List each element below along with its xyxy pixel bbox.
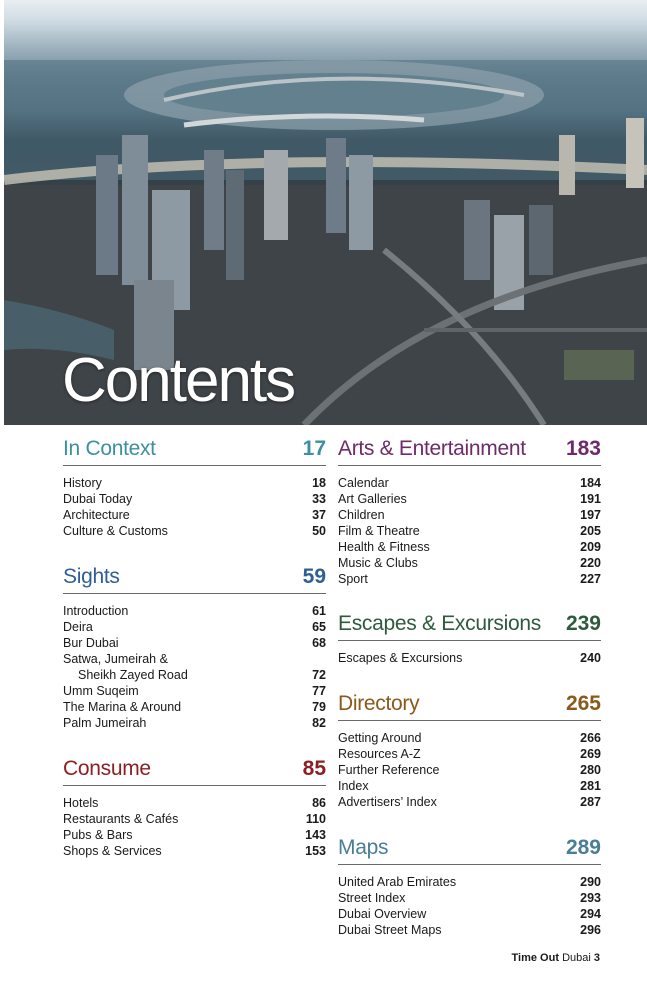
section-maps [338, 834, 601, 938]
entry-page: 294 [580, 907, 601, 921]
entry-label: Dubai Street Maps [338, 923, 442, 937]
toc-entry[interactable] [63, 523, 326, 539]
entry-label: Calendar [338, 476, 389, 490]
entry-page: 191 [580, 492, 601, 506]
entry-label: Hotels [63, 796, 99, 810]
entry-label: Restaurants & Cafés [63, 812, 179, 826]
entry-page: 68 [312, 636, 326, 650]
page-footer [512, 952, 600, 964]
toc-entry[interactable] [338, 730, 601, 746]
entry-page: 82 [312, 716, 326, 730]
entry-label: Dubai Today [63, 492, 133, 506]
toc-entry[interactable] [63, 507, 326, 523]
section-title: Maps [338, 836, 389, 859]
entry-page: 287 [580, 795, 601, 809]
section-title: Arts & Entertainment [338, 437, 526, 460]
entry-page: 65 [312, 620, 326, 634]
entry-page: 61 [312, 604, 326, 618]
section-arts-entertainment [338, 435, 601, 587]
toc-entry[interactable] [63, 635, 326, 651]
entry-label: Culture & Customs [63, 524, 168, 538]
entry-label: Health & Fitness [338, 540, 430, 554]
section-header [63, 563, 326, 594]
toc-entry[interactable] [63, 683, 326, 699]
entry-page: 77 [312, 684, 326, 698]
entry-label: Street Index [338, 891, 406, 905]
entry-page: 86 [312, 796, 326, 810]
toc-entry[interactable] [63, 843, 326, 859]
toc-entry[interactable] [63, 699, 326, 715]
entry-page: 269 [580, 747, 601, 761]
section-sights [63, 563, 326, 731]
entry-label: Resources A-Z [338, 747, 421, 761]
entry-label: The Marina & Around [63, 700, 182, 714]
section-in-context [63, 435, 326, 539]
toc-entry[interactable] [338, 746, 601, 762]
entry-label: Bur Dubai [63, 636, 119, 650]
entry-page: 290 [580, 875, 601, 889]
entry-page: 293 [580, 891, 601, 905]
toc-entry[interactable] [338, 650, 601, 666]
toc-entry[interactable] [338, 874, 601, 890]
entry-label: Getting Around [338, 731, 422, 745]
entry-label: Deira [63, 620, 93, 634]
footer-brand: Time Out [511, 952, 559, 964]
toc-entry[interactable] [338, 539, 601, 555]
entry-label: Introduction [63, 604, 129, 618]
entry-page: 197 [580, 508, 601, 522]
section-title: Escapes & Excursions [338, 612, 541, 635]
entry-page: 209 [580, 540, 601, 554]
entry-label: Index [338, 779, 369, 793]
toc-entry[interactable] [338, 555, 601, 571]
entry-page: 18 [312, 476, 326, 490]
entry-label: Film & Theatre [338, 524, 420, 538]
footer-page-number: 3 [593, 952, 600, 964]
entry-page: 143 [305, 828, 326, 842]
entry-page: 72 [312, 668, 326, 682]
section-page: 59 [302, 565, 326, 588]
section-escapes-excursions [338, 610, 601, 666]
entry-label: United Arab Emirates [338, 875, 457, 889]
entry-page: 280 [580, 763, 601, 777]
entry-label: Sport [338, 572, 368, 586]
entry-page: 50 [312, 524, 326, 538]
section-page: 85 [302, 757, 326, 780]
toc-entry[interactable] [63, 619, 326, 635]
entry-page: 37 [312, 508, 326, 522]
toc-entry[interactable] [338, 507, 601, 523]
entry-page: 296 [580, 923, 601, 937]
toc-entry[interactable] [63, 811, 326, 827]
toc-entry[interactable] [338, 890, 601, 906]
entry-page: 227 [580, 572, 601, 586]
section-directory [338, 690, 601, 810]
section-title: Consume [63, 757, 151, 780]
toc-entry[interactable] [63, 475, 326, 491]
section-header [338, 690, 601, 721]
entry-label: Children [338, 508, 385, 522]
toc-entry[interactable] [338, 794, 601, 810]
section-title: In Context [63, 437, 156, 460]
toc-entry[interactable] [338, 475, 601, 491]
toc-entry[interactable] [63, 651, 326, 667]
entry-label: Art Galleries [338, 492, 407, 506]
toc-entry[interactable] [63, 603, 326, 619]
entry-label: Sheikh Zayed Road [78, 668, 188, 682]
section-header [338, 435, 601, 466]
section-title: Sights [63, 565, 120, 588]
section-page: 265 [565, 692, 601, 715]
entry-label: Pubs & Bars [63, 828, 133, 842]
entry-label: Shops & Services [63, 844, 162, 858]
entry-page: 266 [580, 731, 601, 745]
entry-label: Architecture [63, 508, 130, 522]
toc-entry[interactable] [338, 762, 601, 778]
entry-label: Palm Jumeirah [63, 716, 147, 730]
section-title: Directory [338, 692, 420, 715]
entry-label: Music & Clubs [338, 556, 418, 570]
toc-entry[interactable] [338, 491, 601, 507]
entry-page: 205 [580, 524, 601, 538]
section-page: 17 [302, 437, 326, 460]
entry-label: Satwa, Jumeirah & [63, 652, 168, 666]
toc-entry[interactable] [338, 906, 601, 922]
entry-label: Umm Suqeim [63, 684, 139, 698]
section-header [63, 435, 326, 466]
entry-page: 220 [580, 556, 601, 570]
entry-label: Further Reference [338, 763, 440, 777]
toc-entry[interactable] [63, 715, 326, 731]
section-page: 289 [565, 836, 601, 859]
section-consume [63, 755, 326, 859]
toc-entry[interactable] [63, 827, 326, 843]
entry-page: 281 [580, 779, 601, 793]
entry-label: Dubai Overview [338, 907, 427, 921]
entry-label: History [63, 476, 102, 490]
toc-entry[interactable] [338, 571, 601, 587]
entry-label: Advertisers’ Index [338, 795, 437, 809]
section-header [338, 610, 601, 641]
entry-page: 153 [305, 844, 326, 858]
section-page: 239 [565, 612, 601, 635]
toc-entry[interactable] [338, 523, 601, 539]
section-page: 183 [565, 437, 601, 460]
section-header [63, 755, 326, 786]
page-title: Contents [62, 346, 295, 415]
entry-page: 110 [305, 812, 326, 826]
section-header [338, 834, 601, 865]
toc-entry[interactable] [63, 795, 326, 811]
toc-entry[interactable] [63, 491, 326, 507]
entry-page: 79 [312, 700, 326, 714]
toc-entry[interactable] [338, 922, 601, 938]
entry-page: 33 [312, 492, 326, 506]
toc-entry[interactable] [63, 667, 326, 683]
entry-page: 240 [580, 651, 601, 665]
footer-city: Dubai [562, 952, 591, 964]
entry-label: Escapes & Excursions [338, 651, 463, 665]
entry-page: 184 [580, 476, 601, 490]
hero-photo [4, 0, 647, 425]
toc-entry[interactable] [338, 778, 601, 794]
